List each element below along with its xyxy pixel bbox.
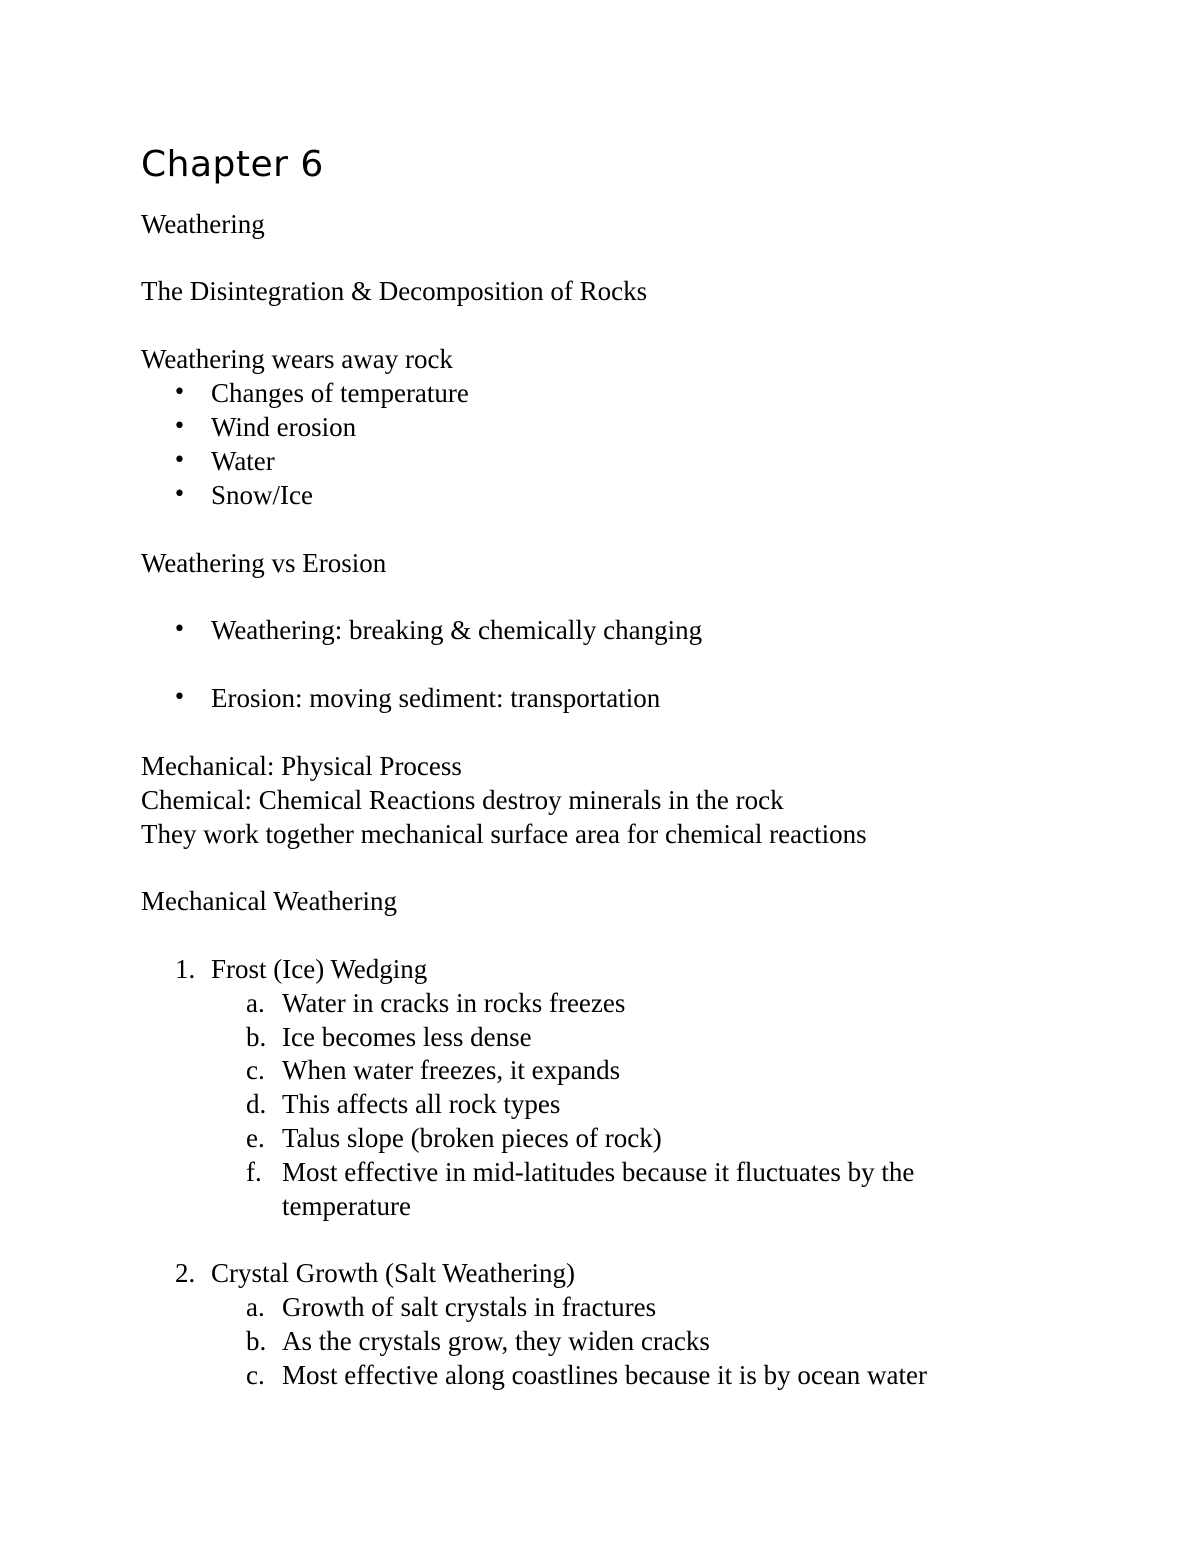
paragraph-line: They work together mechanical surface area for chemical reactions (141, 819, 867, 849)
sublist-item: Talus slope (broken pieces of rock) (282, 1123, 662, 1153)
sublist-letter: d. (246, 1089, 267, 1119)
heading-disintegration: The Disintegration & Decomposition of Rocks (141, 276, 648, 306)
list-item: Frost (Ice) Wedging (211, 954, 428, 984)
section-heading-vs-erosion: Weathering vs Erosion (141, 548, 387, 578)
sublist-item: This affects all rock types (282, 1089, 561, 1119)
sublist-item-continuation: temperature (282, 1191, 411, 1221)
bullet-icon: • (173, 685, 186, 710)
list-number: 1. (175, 954, 196, 984)
list-number: 2. (175, 1258, 196, 1288)
sublist-letter: c. (246, 1055, 265, 1085)
sublist-item: As the crystals grow, they widen cracks (282, 1326, 710, 1356)
sublist-item: Ice becomes less dense (282, 1022, 532, 1052)
list-item: Erosion: moving sediment: transportation (211, 683, 661, 713)
bullet-icon: • (173, 448, 186, 473)
sublist-item: Growth of salt crystals in fractures (282, 1292, 657, 1322)
list-item: Crystal Growth (Salt Weathering) (211, 1258, 575, 1288)
paragraph-line: Mechanical: Physical Process (141, 751, 462, 781)
list-item: Water (211, 446, 275, 476)
bullet-icon: • (173, 617, 186, 642)
chapter-title: Chapter 6 (141, 144, 324, 185)
sublist-letter: a. (246, 1292, 265, 1322)
sublist-item: Water in cracks in rocks freezes (282, 988, 626, 1018)
sublist-item: When water freezes, it expands (282, 1055, 621, 1085)
list-item: Weathering: breaking & chemically changing (211, 615, 703, 645)
heading-weathering: Weathering (141, 209, 265, 239)
sublist-letter: a. (246, 988, 265, 1018)
list-item: Wind erosion (211, 412, 357, 442)
sublist-letter: c. (246, 1360, 265, 1390)
sublist-letter: b. (246, 1022, 267, 1052)
sublist-letter: e. (246, 1123, 265, 1153)
bullet-icon: • (173, 380, 186, 405)
sublist-item: Most effective along coastlines because it is by ocean water (282, 1360, 928, 1390)
bullet-icon: • (173, 414, 186, 439)
list-item: Snow/Ice (211, 480, 313, 510)
paragraph-line: Chemical: Chemical Reactions destroy minerals in the rock (141, 785, 784, 815)
list-item: Changes of temperature (211, 378, 469, 408)
sublist-letter: b. (246, 1326, 267, 1356)
section-heading-mechanical: Mechanical Weathering (141, 886, 397, 916)
section-heading-wears-away: Weathering wears away rock (141, 344, 453, 374)
bullet-icon: • (173, 482, 186, 507)
sublist-item: Most effective in mid-latitudes because it fluctuates by the (282, 1157, 915, 1187)
sublist-letter: f. (246, 1157, 262, 1187)
